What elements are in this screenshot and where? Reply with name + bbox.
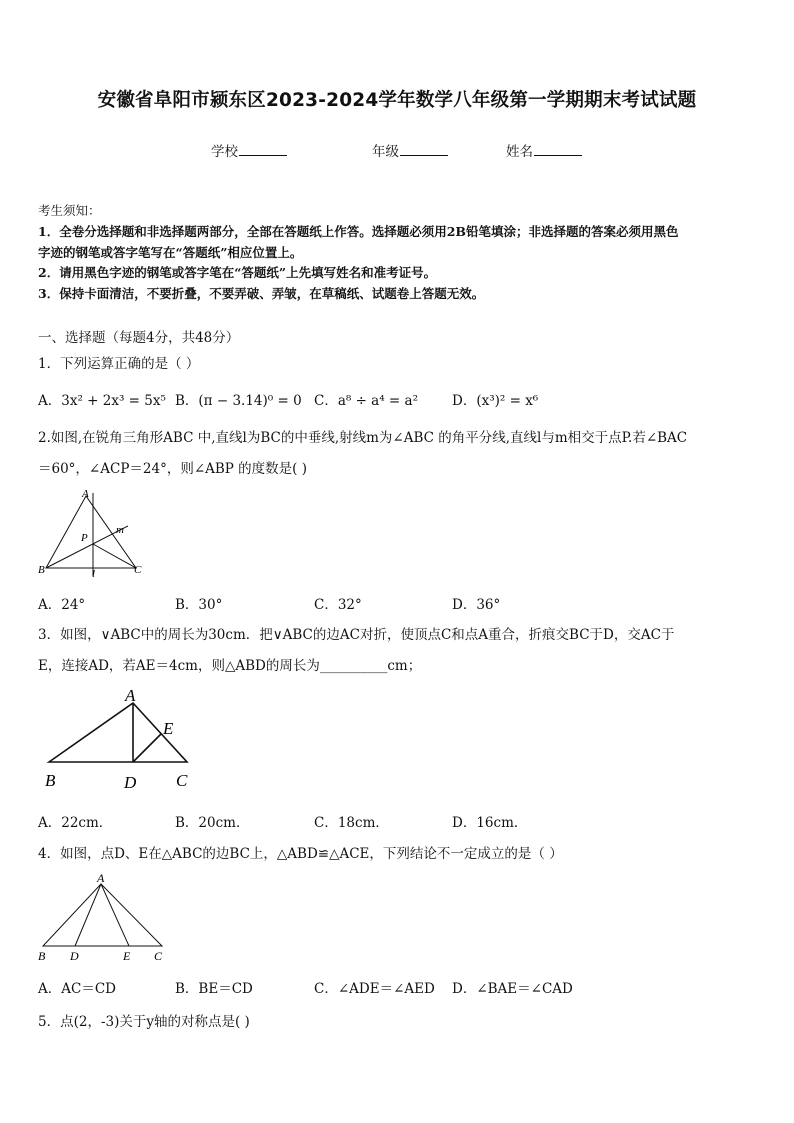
label-e: E [123,949,131,963]
notice-item: 字迹的钢笔或答字笔写在“答题纸”相应位置上。 [38,245,303,260]
label-b: B [38,564,45,576]
notice-item: 2．请用黑色字迹的钢笔或答字笔在“答题纸”上先填写姓名和准考证号。 [38,265,437,280]
school-label: 学校 [211,144,238,160]
q4-option-a: A．AC＝CD [38,981,116,997]
label-c: C [154,949,163,963]
question-5-stem: 5．点(2，-3)关于y轴的对称点是( ) [38,1014,250,1030]
label-a: A [125,686,136,705]
q1-option-c: C．a⁸ ÷ a⁴ = a² [314,393,418,409]
segment-pc [93,544,136,568]
segment-ad [75,884,101,946]
q1-option-d: D．(x³)² = x⁶ [452,393,539,409]
q3-option-b: B．20cm． [175,815,250,831]
label-c: C [176,771,188,790]
grade-label: 年级 [372,144,399,160]
label-a: A [82,488,89,500]
school-field [211,140,287,160]
question-3-line1: 3．如图，∨ABC中的周长为30cm．把∨ABC的边AC对折，使顶点C和点A重合，折痕交BC于D，交AC于 [38,627,675,643]
label-d: D [124,773,137,792]
figure-q2-triangle [36,488,148,580]
figure-q4-triangle [34,870,174,964]
label-b: B [38,949,46,963]
label-a: A [97,871,105,885]
question-3-line2: E，连接AD，若AE＝4cm，则△ABD的周长为__________cm； [38,658,422,674]
segment-de [133,734,161,762]
question-2-line2: ＝60°，∠ACP＝24°，则∠ABP 的度数是( ) [38,461,308,477]
notice-heading: 考生须知： [38,203,101,218]
section-heading: 一、选择题（每题4分，共48分） [38,330,240,346]
label-c: C [134,564,142,576]
question-4-stem: 4．如图，点D、E在△ABC的边BC上，△ABD≌△ACE，下列结论不一定成立的是（ ） [38,846,563,862]
q4-option-d: D．∠BAE＝∠CAD [452,981,573,997]
name-field [506,140,582,160]
label-b: B [45,771,56,790]
notice-item: 1．全卷分选择题和非选择题两部分，全部在答题纸上作答。选择题必须用2B铅笔填涂；非选择题的答案必须用黑色 [38,224,679,239]
q1-option-b: B．(π − 3.14)⁰ = 0 [175,393,302,409]
q2-option-c: C．32° [314,597,362,613]
label-m: m [116,524,124,536]
grade-field [372,140,448,160]
figure-q3-triangle [40,684,200,796]
question-2-line1: 2.如图,在锐角三角形ABC 中,直线l为BC的中垂线,射线m为∠ABC 的角平分线,直线l与m相交于点P.若∠BAC [38,430,688,446]
q2-option-d: D．36° [452,597,501,613]
q2-option-a: A．24° [38,597,86,613]
q3-option-c: C．18cm． [314,815,389,831]
q4-option-c: C．∠ADE＝∠AED [314,981,435,997]
segment-ae [101,884,129,946]
q4-option-b: B．BE＝CD [175,981,253,997]
label-d: D [70,949,79,963]
q2-option-b: B．30° [175,597,223,613]
notice-item: 3．保持卡面清洁，不要折叠，不要弄破、弄皱，在草稿纸、试题卷上答题无效。 [38,286,485,301]
q3-option-d: D．16cm． [452,815,528,831]
q3-option-a: A．22cm． [38,815,113,831]
q1-option-a: A．3x² + 2x³ = 5x⁵ [38,393,166,409]
label-e: E [163,719,174,738]
label-p: P [81,532,88,544]
page-title: 安徽省阜阳市颍东区2023-2024学年数学八年级第一学期期末考试试题 [97,90,697,111]
name-label: 姓名 [506,144,533,160]
triangle-abc [43,884,162,946]
question-1-stem: 1．下列运算正确的是（ ） [38,356,200,372]
label-l: l [92,568,96,580]
